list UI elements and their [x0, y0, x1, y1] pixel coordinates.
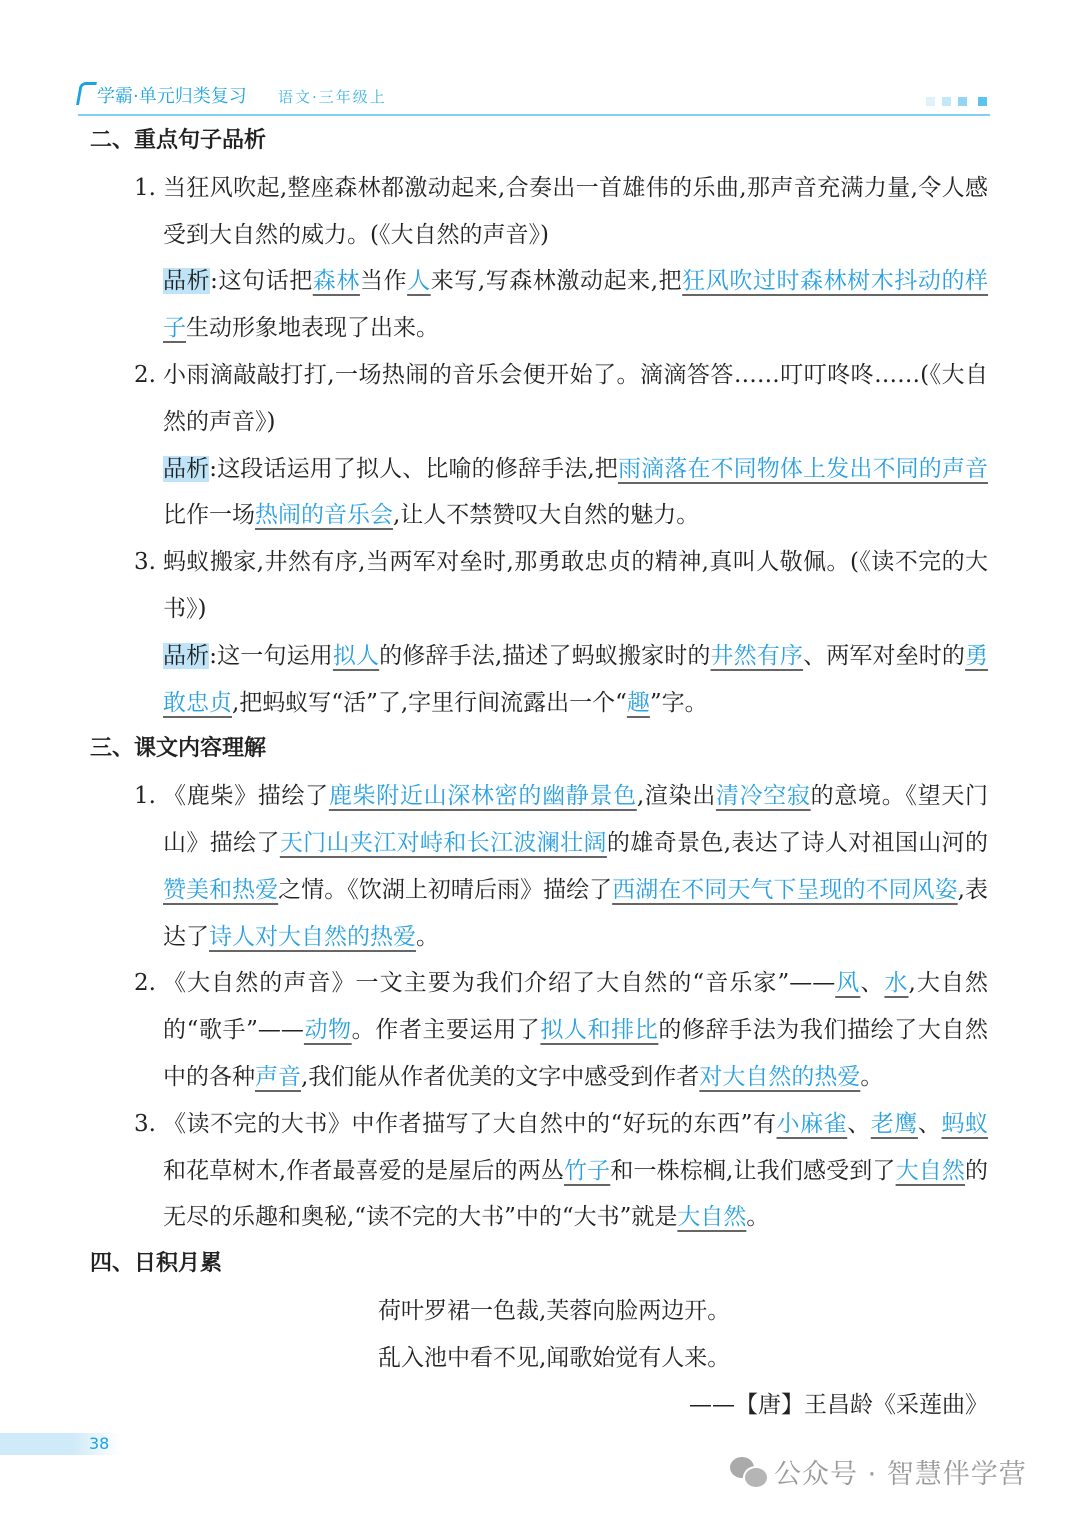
answer-text: 声音 [255, 1063, 301, 1090]
body-text: 《大自然的声音》一文主要为我们介绍了大自然的“音乐家”—— [163, 970, 836, 997]
poem-attribution: ——【唐】王昌龄《采莲曲》 [689, 1391, 988, 1418]
answer-text: 赞美和热爱 [163, 876, 279, 903]
body-text: :这一句运用 [209, 642, 333, 669]
item-number: 3. [134, 1110, 156, 1137]
section-heading: 四、日积月累 [90, 1251, 223, 1277]
body-text: 、两军对垒时的 [803, 642, 966, 669]
body-text: 的修辞手法,描述了蚂蚁搬家时的 [379, 642, 711, 669]
answer-text: 蚂蚁 [941, 1110, 989, 1137]
page-number-bar [0, 1433, 120, 1455]
question-item [134, 960, 989, 1100]
answer-text: 鹿柴附近山深林密的幽静景色 [328, 783, 637, 810]
analysis-label: 品析 [163, 642, 210, 669]
body-text: 之情。《饮湖上初晴后雨》描绘了 [278, 876, 613, 903]
body-text: 、 [917, 1110, 942, 1137]
answer-text: 竹子 [564, 1157, 611, 1184]
body-text: 当作 [359, 268, 408, 295]
body-text: ,大自然的“歌手”—— [163, 970, 989, 1044]
answer-text: 西湖在不同天气下呈现的不同风姿 [612, 876, 958, 903]
answer-text: 雨滴落在不同物体上发出不同的声音 [617, 455, 989, 482]
body-text: ,把蚂蚁写“活”了,字里行间流露出一个“ [232, 689, 627, 716]
item-number: 1. [134, 783, 156, 810]
question-item [134, 165, 988, 259]
answer-text: 诗人对大自然的热爱 [209, 923, 416, 950]
wechat-icon [730, 1457, 766, 1487]
analysis-label: 品析 [163, 455, 210, 482]
answer-text: 动物 [303, 1017, 352, 1044]
body-text: 、 [860, 970, 885, 997]
item-number: 3. [134, 549, 156, 576]
poem-line: 乱入池中看不见,闻歌始觉有人来。 [378, 1344, 731, 1371]
answer-text: 老鹰 [870, 1110, 918, 1137]
decor-square [958, 97, 967, 106]
book-logo: 学霸·单元归类复习 [78, 82, 247, 108]
body-text: ”字。 [649, 689, 708, 716]
body-text: 、 [847, 1110, 871, 1137]
body-text: ,我们能从作者优美的文字中感受到作者 [301, 1063, 700, 1090]
answer-text: 水 [884, 970, 909, 997]
answer-text: 清冷空寂 [715, 783, 811, 810]
series-title: ·单元归类复习 [133, 86, 247, 107]
body-text: 。作者主要运用了 [351, 1017, 541, 1044]
body-text: 《读不完的大书》中作者描写了大自然中的“好玩的东西”有 [163, 1110, 777, 1137]
body-text: 小雨滴敲敲打打,一场热闹的音乐会便开始了。滴滴答答……叮叮咚咚……(《大自然的声音》) [163, 361, 988, 435]
body-text: 的修辞手法为我们描绘了大自然中的各种 [163, 1017, 989, 1090]
section-heading: 三、课文内容理解 [90, 736, 267, 762]
answer-text: 拟人 [332, 642, 380, 669]
body-text: 。 [746, 1204, 770, 1231]
body-text: ,表达了 [163, 876, 989, 950]
decor-square [926, 97, 935, 106]
body-text: 比作一场 [163, 502, 255, 529]
answer-text: 森林 [312, 268, 360, 295]
body-text: :这句话把 [210, 268, 313, 295]
body-text: 的无尽的乐趣和奥秘,“读不完的大书”中的“大书”就是 [163, 1157, 989, 1231]
section-heading: 二、重点句子品析 [90, 128, 267, 153]
answer-text: 小麻雀 [776, 1110, 848, 1137]
analysis-paragraph [163, 633, 988, 727]
body-text: ,让人不禁赞叹大自然的魅力。 [393, 502, 700, 529]
item-number: 2. [134, 361, 156, 388]
question-item [134, 773, 989, 960]
body-text: 《鹿柴》描绘了 [163, 783, 329, 810]
answer-text: 人 [407, 268, 431, 295]
question-item [134, 1101, 989, 1241]
body-text: 的意境。《望天门山》描绘了 [163, 783, 989, 856]
page-content [0, 118, 1080, 1428]
decor-square [978, 97, 987, 106]
answer-text: 井然有序 [710, 642, 804, 669]
question-item [134, 352, 988, 446]
subject-grade: 语文·三年级上 [278, 88, 387, 106]
answer-text: 风 [835, 970, 861, 997]
poem-line: 荷叶罗裙一色裁,芙蓉向脸两边开。 [378, 1297, 731, 1324]
watermark: 公众号 · 智慧伴学营 [730, 1452, 1027, 1491]
answer-text: 大自然 [677, 1204, 747, 1231]
analysis-paragraph [163, 446, 988, 540]
page-number: 38 [89, 1434, 110, 1453]
body-text: 和花草树木,作者最喜爱的是屋后的两丛 [163, 1157, 564, 1184]
answer-text: 对大自然的热爱 [699, 1063, 861, 1090]
answer-text: 拟人和排比 [540, 1017, 659, 1044]
body-text: 蚂蚁搬家,井然有序,当两军对垒时,那勇敢忠贞的精神,真叫人敬佩。(《读不完的大书》) [163, 549, 988, 622]
body-text: 。 [416, 923, 439, 950]
body-text: 的雄奇景色,表达了诗人对祖国山河的 [606, 829, 989, 856]
answer-text: 热闹的音乐会 [255, 502, 393, 529]
analysis-paragraph [163, 258, 988, 352]
answer-text: 狂风吹过时森林树木抖动的样子 [163, 268, 989, 342]
decor-square [942, 97, 951, 106]
analysis-label: 品析 [163, 268, 211, 295]
answer-text: 天门山夹江对峙和长江波澜壮阔 [279, 829, 607, 856]
graduation-cap-icon [76, 82, 97, 105]
answer-text: 勇敢忠贞 [163, 642, 989, 716]
answer-text: 大自然 [895, 1157, 966, 1184]
body-text: ,渲染出 [636, 783, 716, 810]
body-text: 。 [860, 1063, 884, 1090]
body-text: :这段话运用了拟人、比喻的修辞手法,把 [209, 455, 618, 482]
body-text: 当狂风吹起,整座森林都激动起来,合奏出一首雄伟的乐曲,那声音充满力量,令人感受到大自然的威力。(《大自然的声音》) [163, 174, 988, 248]
body-text: 来写,写森林激动起来,把 [430, 268, 683, 295]
page-header [78, 80, 990, 116]
question-item [134, 539, 988, 633]
answer-text: 趣 [626, 689, 650, 716]
body-text: 生动形象地表现了出来。 [186, 315, 439, 342]
body-text: 和一株棕榈,让我们感受到了 [610, 1157, 896, 1184]
item-number: 1. [134, 174, 156, 201]
item-number: 2. [134, 970, 156, 997]
